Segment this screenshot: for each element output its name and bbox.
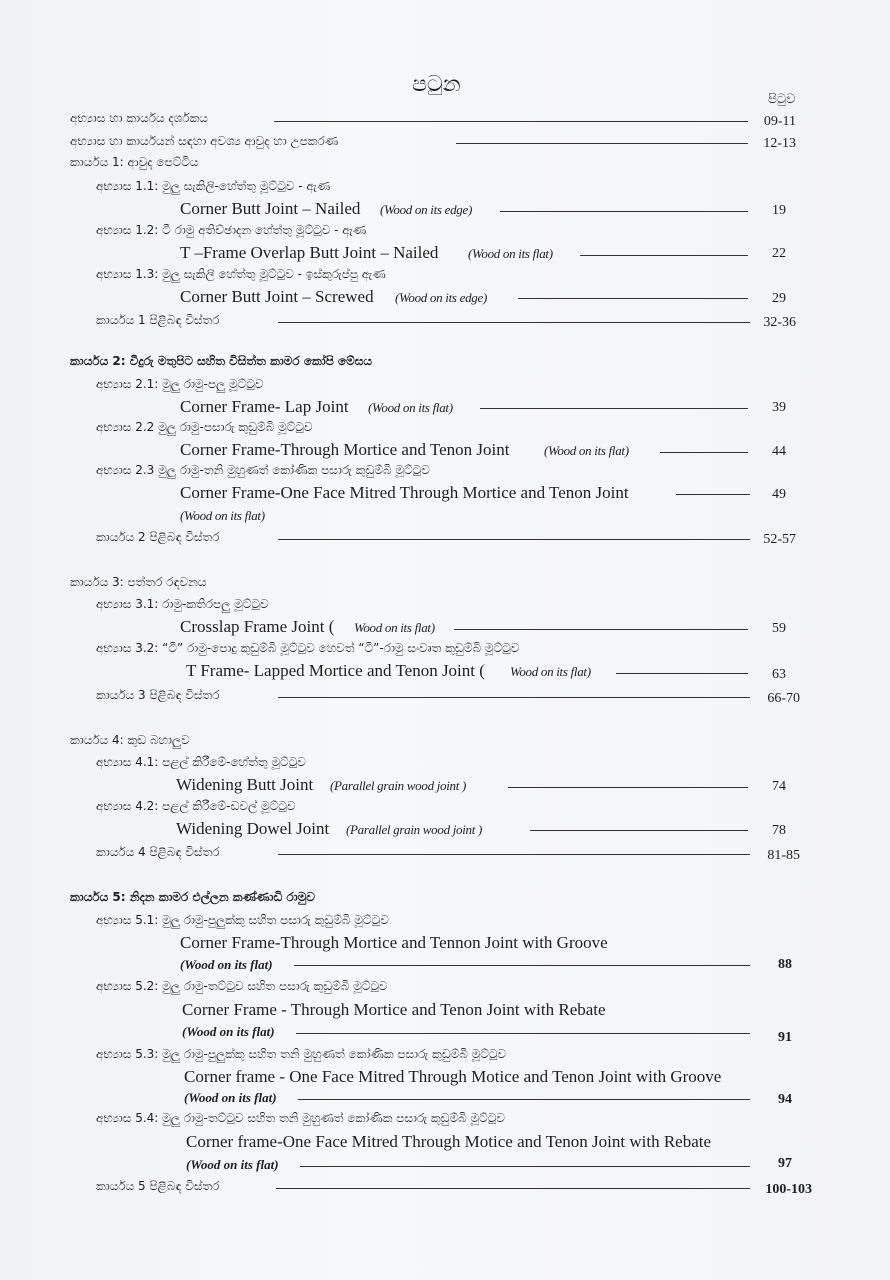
exercise-note: (Wood on its flat) <box>544 443 629 458</box>
exercise-title: අභ්‍යාස 1.3: මුලු සැකිලි හේත්තු මූට්ටුව - ඉස්කුරුප්පු ඇණ <box>96 267 386 281</box>
exercise-english: Widening Dowel Joint <box>176 819 330 838</box>
section-heading: කාර්යය 5: නිදන කාමර එල්ලන කණ්ණාඩි රාමුව <box>70 890 315 904</box>
exercise-english: Corner Frame - Through Mortice and Tenon Joint with Rebate <box>182 1000 606 1019</box>
page-number: 59 <box>772 621 786 636</box>
page-number: 94 <box>778 1092 792 1107</box>
exercise-english: Corner Butt Joint – Screwed <box>180 287 374 306</box>
exercise-english: Crosslap Frame Joint ( <box>180 617 335 636</box>
exercise-title: අභ්‍යාස 2.3 මුලු රාමු-තනි මුහුණත් කෝණික පසාරු කුඩුම්බි මූට්ටුව <box>96 463 430 477</box>
exercise-title: අභ්‍යාස 1.1: මුලු සැකිලි-හේත්තු මූට්ටුව - ඇණ <box>96 179 331 193</box>
leader-line <box>300 1166 750 1167</box>
page-number: 100-103 <box>765 1182 812 1197</box>
exercise-title: අභ්‍යාස 2.2 මුලු රාමු-පසාරු කුඩුම්බි මූට්ටුව <box>96 420 313 434</box>
exercise-english: Corner frame-One Face Mitred Through Motice and Tenon Joint with Rebate <box>186 1132 712 1151</box>
section-details: කාර්යය 1 පිළිබඳ විස්තර <box>96 313 220 327</box>
section-heading: කාර්යය 4: කුඩ බහාලුව <box>70 733 190 747</box>
leader-line <box>278 322 750 323</box>
section-details: කාර්යය 4 පිළිබඳ විස්තර <box>96 845 220 859</box>
section-heading: කාර්යය 1: ආවුද පෙට්ටිය <box>70 155 199 169</box>
exercise-note: (Wood on its flat) <box>368 400 453 415</box>
exercise-title: අභ්‍යාස 5.3: මුලු රාමු-පුලුක්කු සහිත තනි මුහුණත් කෝණික පසාරු කුඩුම්බි මූට්ටුව <box>96 1047 507 1061</box>
exercise-title: අභ්‍යාස 5.1: මුලු රාමු-පුලුක්කු සහිත පසාරු කුඩුම්බි මූට්ටුව <box>96 913 389 927</box>
exercise-english: Corner Frame-One Face Mitred Through Mortice and Tenon Joint <box>180 483 629 502</box>
page-number: 63 <box>772 667 786 682</box>
exercise-note: (Wood on its flat) <box>180 508 265 523</box>
section-details: කාර්යය 2 පිළිබඳ විස්තර <box>96 530 220 544</box>
exercise-note: (Wood on its edge) <box>380 202 472 217</box>
exercise-english: T Frame- Lapped Mortice and Tenon Joint ( <box>186 661 485 680</box>
exercise-english: Widening Butt Joint <box>176 775 314 794</box>
section-heading: කාර්යය 2: වීදුරු මතුපිට සහිත විසිත්ත කාමර කෝපි මේසය <box>70 354 373 368</box>
exercise-title: අභ්‍යාස 3.1: රාමු-කතිරපලු මූට්ටුව <box>96 597 269 611</box>
page-number: 78 <box>772 823 786 838</box>
section-details: කාර්යය 3 පිළිබඳ විස්තර <box>96 688 220 702</box>
page-number: 74 <box>772 779 786 794</box>
leader-line <box>294 965 750 966</box>
page-number: 52-57 <box>763 532 796 547</box>
leader-line <box>278 539 750 540</box>
page-number: 44 <box>772 444 786 459</box>
exercise-title: අභ්‍යාස 1.2: ටී රාමු අතිච්ඡාදන හේත්තු මූට්ටුව - ඇණ <box>96 223 367 237</box>
section-details: කාර්යය 5 පිළිබඳ විස්තර <box>96 1179 220 1193</box>
page-number: 29 <box>772 291 786 306</box>
exercise-note: Wood on its flat) <box>510 664 591 679</box>
page-number: 49 <box>772 487 786 502</box>
page-number: 88 <box>778 957 792 972</box>
exercise-note: (Wood on its flat) <box>182 1024 275 1039</box>
exercise-note: (Wood on its flat) <box>180 957 273 972</box>
exercise-title: අභ්‍යාස 4.1: පළල් කිරීමේ-හේත්තු මූට්ටුව <box>96 755 306 769</box>
exercise-title: අභ්‍යාස 3.2: “ටී” රාමු-පොදු කුඩුම්බි මූට්ටුව හෙවත් “ටී”-රාමු සංවෘත කුඩුම්බි මූට්ටුව <box>96 641 520 655</box>
page-number: 19 <box>772 203 786 218</box>
page-number: 32-36 <box>763 315 796 330</box>
exercise-title: අභ්‍යාස 4.2: පළල් කිරීමේ-ඩවල් මූට්ටුව <box>96 799 296 813</box>
exercise-english: Corner Butt Joint – Nailed <box>180 199 361 218</box>
exercise-note: (Wood on its flat) <box>468 246 553 261</box>
exercise-note: (Parallel grain wood joint ) <box>346 822 483 837</box>
leader-line <box>298 1099 750 1100</box>
page-number: 81-85 <box>767 848 800 863</box>
leader-line <box>276 1188 750 1189</box>
leader-line <box>296 1033 750 1034</box>
exercise-title: අභ්‍යාස 5.4: මුලු රාමු-තට්ටුව සහිත තනි මුහුණත් කෝණික පසාරු කුඩුම්බි මූට්ටුව <box>96 1111 505 1125</box>
exercise-note: (Wood on its edge) <box>395 290 487 305</box>
exercise-english: Corner frame - One Face Mitred Through Motice and Tenon Joint with Groove <box>184 1067 722 1086</box>
page-number: 22 <box>772 246 786 261</box>
exercise-english: T –Frame Overlap Butt Joint – Nailed <box>180 243 439 262</box>
page-column-header: පිටුව <box>768 92 796 107</box>
page-number: 66-70 <box>767 691 800 706</box>
page-number: 39 <box>772 400 786 415</box>
exercise-note: Wood on its flat) <box>354 620 435 635</box>
exercise-note: (Wood on its flat) <box>186 1157 279 1172</box>
toc-entry-text: අභ්‍යාස හා කාර්යයන් සඳහා අවශ්‍ය ආවුද හා උපකරණ <box>70 134 339 148</box>
exercise-title: අභ්‍යාස 5.2: මුලු රාමු-තට්ටුව සහිත පසාරු කුඩුම්බි මූට්ටුව <box>96 979 388 993</box>
exercise-note: (Wood on its flat) <box>184 1090 277 1105</box>
page-number: 91 <box>778 1030 792 1045</box>
exercise-english: Corner Frame-Through Mortice and Tenon Joint <box>180 440 510 459</box>
leader-line <box>456 143 748 144</box>
exercise-english: Corner Frame-Through Mortice and Tennon Joint with Groove <box>180 933 608 952</box>
exercise-title: අභ්‍යාස 2.1: මුලු රාමු-පලු මූට්ටුව <box>96 377 264 391</box>
leader-line <box>278 697 750 698</box>
exercise-english: Corner Frame- Lap Joint <box>180 397 349 416</box>
section-heading: කාර්යය 3: පත්තර රඳවනය <box>70 575 207 589</box>
leader-line <box>278 854 750 855</box>
page-title: පටුන <box>412 72 461 97</box>
toc-entry-text: අභ්‍යාස හා කාර්යය දර්ශකය <box>70 111 208 125</box>
page-number: 97 <box>778 1156 792 1171</box>
page-number: 09-11 <box>763 114 796 129</box>
exercise-note: (Parallel grain wood joint ) <box>330 778 467 793</box>
leader-line <box>274 121 748 122</box>
page-number: 12-13 <box>763 136 796 151</box>
